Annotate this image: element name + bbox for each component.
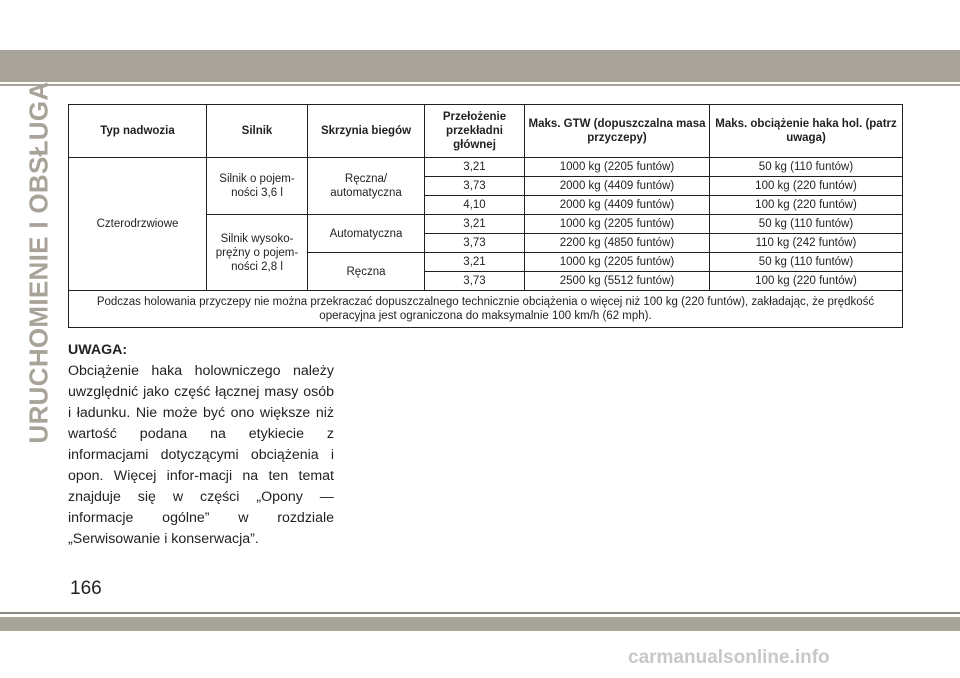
page-number: 166	[70, 578, 102, 599]
hitch-cell: 110 kg (242 funtów)	[710, 234, 903, 253]
hitch-cell: 100 kg (220 funtów)	[710, 177, 903, 196]
note-block	[68, 340, 334, 550]
gtw-cell: 2500 kg (5512 funtów)	[525, 272, 710, 291]
table-footnote: Podczas holowania przyczepy nie można przekraczać dopuszczalnego technicznie obciążenia o więcej niż 100 kg (220 funtów), zakładając, że prędkość operacyjna jest ograniczona do maksymalnie 100 km/h (62 mph).	[69, 291, 903, 328]
gtw-cell: 2000 kg (4409 funtów)	[525, 196, 710, 215]
table-header-row	[69, 105, 903, 158]
ratio-cell: 3,73	[425, 177, 525, 196]
ratio-cell: 3,21	[425, 215, 525, 234]
ratio-cell: 3,73	[425, 272, 525, 291]
engine-cell: Silnik o pojem-ności 3,6 l	[207, 158, 308, 215]
hitch-cell: 50 kg (110 funtów)	[710, 215, 903, 234]
gtw-cell: 1000 kg (2205 funtów)	[525, 215, 710, 234]
ratio-cell: 4,10	[425, 196, 525, 215]
header-max-gtw: Maks. GTW (dopuszczalna masa przyczepy)	[525, 105, 710, 158]
footer-band	[0, 617, 960, 631]
hitch-cell: 100 kg (220 funtów)	[710, 196, 903, 215]
header-rule	[0, 84, 960, 86]
header-axle-ratio: Przełożenie przekładni głównej	[425, 105, 525, 158]
ratio-cell: 3,21	[425, 158, 525, 177]
header-engine: Silnik	[207, 105, 308, 158]
transmission-cell: Ręczna	[308, 253, 425, 291]
section-tab	[23, 81, 54, 444]
towing-spec-table	[68, 104, 903, 328]
note-title: UWAGA:	[68, 342, 128, 358]
hitch-cell: 100 kg (220 funtów)	[710, 272, 903, 291]
note-body: Obciążenie haka holowniczego należy uwzględnić jako część łącznej masy osób i ładunku. Nie może być ono większe niż wartość podana na etykiecie z informacjami dotyczącymi obciążenia i opon. Więcej infor-macji na ten temat znajduje się w części „Opony — informacje ogólne” w rozdziale „Serwisowanie i konserwacja”.	[68, 363, 334, 547]
section-title: URUCHOMIENIE I OBSŁUGA	[23, 81, 54, 444]
header-body-type: Typ nadwozia	[69, 105, 207, 158]
watermark: carmanualsonline.info	[628, 647, 830, 668]
engine-cell: Silnik wysoko-prężny o pojem-ności 2,8 l	[207, 215, 308, 291]
gtw-cell: 1000 kg (2205 funtów)	[525, 158, 710, 177]
gtw-cell: 2200 kg (4850 funtów)	[525, 234, 710, 253]
transmission-cell: Automatyczna	[308, 215, 425, 253]
hitch-cell: 50 kg (110 funtów)	[710, 253, 903, 272]
body-type-cell: Czterodrzwiowe	[69, 158, 207, 291]
gtw-cell: 2000 kg (4409 funtów)	[525, 177, 710, 196]
header-band	[0, 50, 960, 82]
table-footnote-row	[69, 291, 903, 328]
footer-rule	[0, 612, 960, 614]
table-row	[69, 158, 903, 177]
hitch-cell: 50 kg (110 funtów)	[710, 158, 903, 177]
ratio-cell: 3,21	[425, 253, 525, 272]
header-max-hitch-load: Maks. obciążenie haka hol. (patrz uwaga)	[710, 105, 903, 158]
ratio-cell: 3,73	[425, 234, 525, 253]
header-transmission: Skrzynia biegów	[308, 105, 425, 158]
transmission-cell: Ręczna/ automatyczna	[308, 158, 425, 215]
gtw-cell: 1000 kg (2205 funtów)	[525, 253, 710, 272]
